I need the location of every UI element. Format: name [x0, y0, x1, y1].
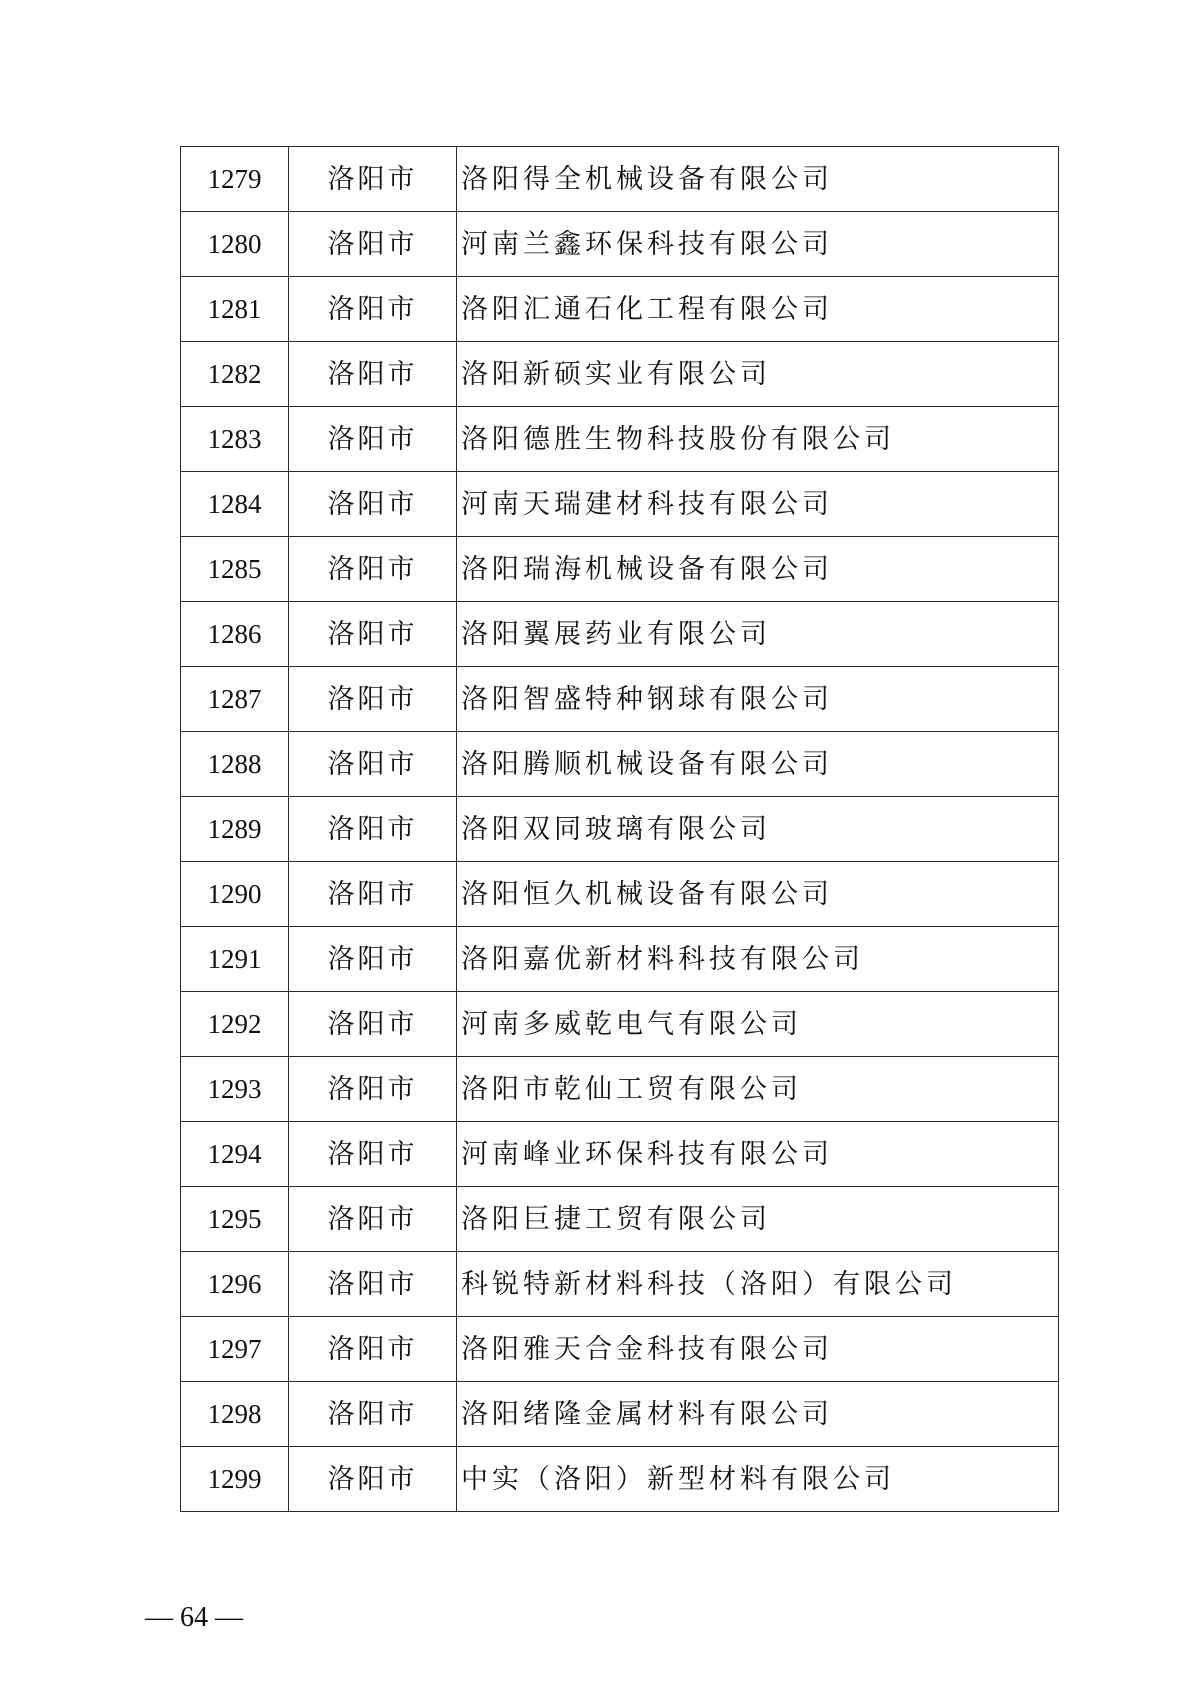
- row-city: 洛阳市: [289, 147, 457, 212]
- table-row: [181, 277, 1059, 342]
- row-company: 洛阳雅天合金科技有限公司: [457, 1317, 1059, 1382]
- row-company: 河南兰鑫环保科技有限公司: [457, 212, 1059, 277]
- row-city: 洛阳市: [289, 1187, 457, 1252]
- row-company: 河南多威乾电气有限公司: [457, 992, 1059, 1057]
- table-row: [181, 732, 1059, 797]
- company-list-table: [180, 146, 1059, 1512]
- table-row: [181, 862, 1059, 927]
- table-row: [181, 1447, 1059, 1512]
- row-city: 洛阳市: [289, 732, 457, 797]
- table-row: [181, 602, 1059, 667]
- table-row: [181, 1122, 1059, 1187]
- row-city: 洛阳市: [289, 1447, 457, 1512]
- row-number: 1288: [181, 732, 289, 797]
- row-company: 洛阳腾顺机械设备有限公司: [457, 732, 1059, 797]
- row-number: 1299: [181, 1447, 289, 1512]
- table-row: [181, 797, 1059, 862]
- row-number: 1295: [181, 1187, 289, 1252]
- row-number: 1296: [181, 1252, 289, 1317]
- table-row: [181, 1317, 1059, 1382]
- row-city: 洛阳市: [289, 797, 457, 862]
- row-number: 1297: [181, 1317, 289, 1382]
- row-number: 1287: [181, 667, 289, 732]
- table-row: [181, 212, 1059, 277]
- row-city: 洛阳市: [289, 602, 457, 667]
- table-row: [181, 992, 1059, 1057]
- row-city: 洛阳市: [289, 667, 457, 732]
- row-company: 河南峰业环保科技有限公司: [457, 1122, 1059, 1187]
- row-city: 洛阳市: [289, 472, 457, 537]
- row-company: 洛阳智盛特种钢球有限公司: [457, 667, 1059, 732]
- row-number: 1289: [181, 797, 289, 862]
- row-number: 1293: [181, 1057, 289, 1122]
- row-number: 1290: [181, 862, 289, 927]
- row-company: 洛阳双同玻璃有限公司: [457, 797, 1059, 862]
- row-city: 洛阳市: [289, 992, 457, 1057]
- row-company: 洛阳得全机械设备有限公司: [457, 147, 1059, 212]
- row-number: 1292: [181, 992, 289, 1057]
- row-number: 1282: [181, 342, 289, 407]
- row-number: 1279: [181, 147, 289, 212]
- row-city: 洛阳市: [289, 1252, 457, 1317]
- row-number: 1285: [181, 537, 289, 602]
- company-list-body: [181, 147, 1059, 1512]
- table-row: [181, 147, 1059, 212]
- row-city: 洛阳市: [289, 1122, 457, 1187]
- row-number: 1284: [181, 472, 289, 537]
- row-company: 洛阳瑞海机械设备有限公司: [457, 537, 1059, 602]
- page-number: — 64 —: [145, 1602, 243, 1633]
- row-number: 1283: [181, 407, 289, 472]
- row-number: 1281: [181, 277, 289, 342]
- row-city: 洛阳市: [289, 1057, 457, 1122]
- row-city: 洛阳市: [289, 407, 457, 472]
- table-row: [181, 1057, 1059, 1122]
- table-row: [181, 927, 1059, 992]
- row-number: 1286: [181, 602, 289, 667]
- row-number: 1291: [181, 927, 289, 992]
- row-city: 洛阳市: [289, 1317, 457, 1382]
- row-city: 洛阳市: [289, 862, 457, 927]
- table-row: [181, 667, 1059, 732]
- row-city: 洛阳市: [289, 212, 457, 277]
- row-number: 1298: [181, 1382, 289, 1447]
- table-row: [181, 1382, 1059, 1447]
- row-company: 洛阳汇通石化工程有限公司: [457, 277, 1059, 342]
- table-row: [181, 342, 1059, 407]
- row-city: 洛阳市: [289, 927, 457, 992]
- table-row: [181, 472, 1059, 537]
- row-number: 1294: [181, 1122, 289, 1187]
- table-row: [181, 407, 1059, 472]
- row-number: 1280: [181, 212, 289, 277]
- row-city: 洛阳市: [289, 277, 457, 342]
- row-company: 洛阳新硕实业有限公司: [457, 342, 1059, 407]
- row-company: 洛阳德胜生物科技股份有限公司: [457, 407, 1059, 472]
- row-company: 洛阳市乾仙工贸有限公司: [457, 1057, 1059, 1122]
- row-company: 中实（洛阳）新型材料有限公司: [457, 1447, 1059, 1512]
- row-city: 洛阳市: [289, 1382, 457, 1447]
- row-company: 科锐特新材料科技（洛阳）有限公司: [457, 1252, 1059, 1317]
- row-company: 洛阳恒久机械设备有限公司: [457, 862, 1059, 927]
- table-row: [181, 1252, 1059, 1317]
- row-city: 洛阳市: [289, 342, 457, 407]
- row-company: 河南天瑞建材科技有限公司: [457, 472, 1059, 537]
- row-city: 洛阳市: [289, 537, 457, 602]
- row-company: 洛阳嘉优新材料科技有限公司: [457, 927, 1059, 992]
- table-row: [181, 537, 1059, 602]
- table-row: [181, 1187, 1059, 1252]
- row-company: 洛阳绪隆金属材料有限公司: [457, 1382, 1059, 1447]
- row-company: 洛阳翼展药业有限公司: [457, 602, 1059, 667]
- row-company: 洛阳巨捷工贸有限公司: [457, 1187, 1059, 1252]
